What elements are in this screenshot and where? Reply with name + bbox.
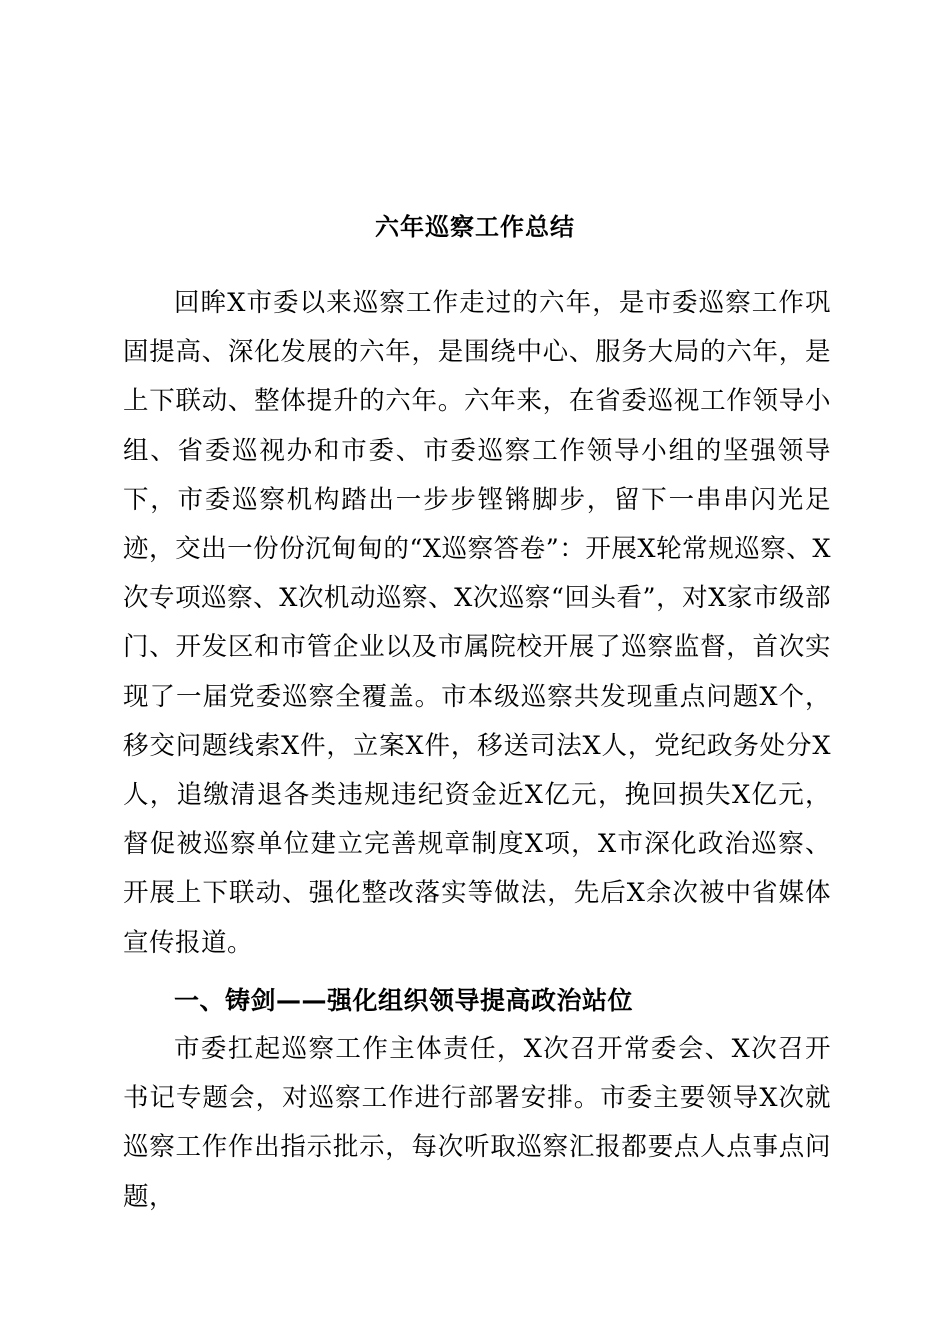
body-paragraph-intro: 回眸X市委以来巡察工作走过的六年，是市委巡察工作巩固提高、深化发展的六年，是围绕中心、服务大局的六年，是上下联动、整体提升的六年。六年来，在省委巡视工作领导小组、省委巡视办和市委、市委巡察工作领导小组的坚强领导下，市委巡察机构踏出一步步铿锵脚步，留下一串串闪光足迹，交出一份份沉甸甸的“X巡察答卷”：开展X轮常规巡察、X次专项巡察、X次机动巡察、X次巡察“回头看”，对X家市级部门、开发区和市管企业以及市属院校开展了巡察监督，首次实现了一届党委巡察全覆盖。市本级巡察共发现重点问题X个，移交问题线索X件，立案X件，移送司法X人，党纪政务处分X人，追缴清退各类违规违纪资金近X亿元，挽回损失X亿元，督促被巡察单位建立完善规章制度X项，X市深化政治巡察、开展上下联动、强化整改落实等做法，先后X余次被中省媒体宣传报道。: [123, 288, 831, 958]
section-heading-1: 一、铸剑——强化组织领导提高政治站位: [174, 986, 634, 1015]
document-title: 六年巡察工作总结: [375, 213, 575, 241]
body-paragraph-section-1: 市委扛起巡察工作主体责任，X次召开常委会、X次召开书记专题会，对巡察工作进行部署安排。市委主要领导X次就巡察工作作出指示批示，每次听取巡察汇报都要点人点事点问题，: [123, 1034, 831, 1212]
